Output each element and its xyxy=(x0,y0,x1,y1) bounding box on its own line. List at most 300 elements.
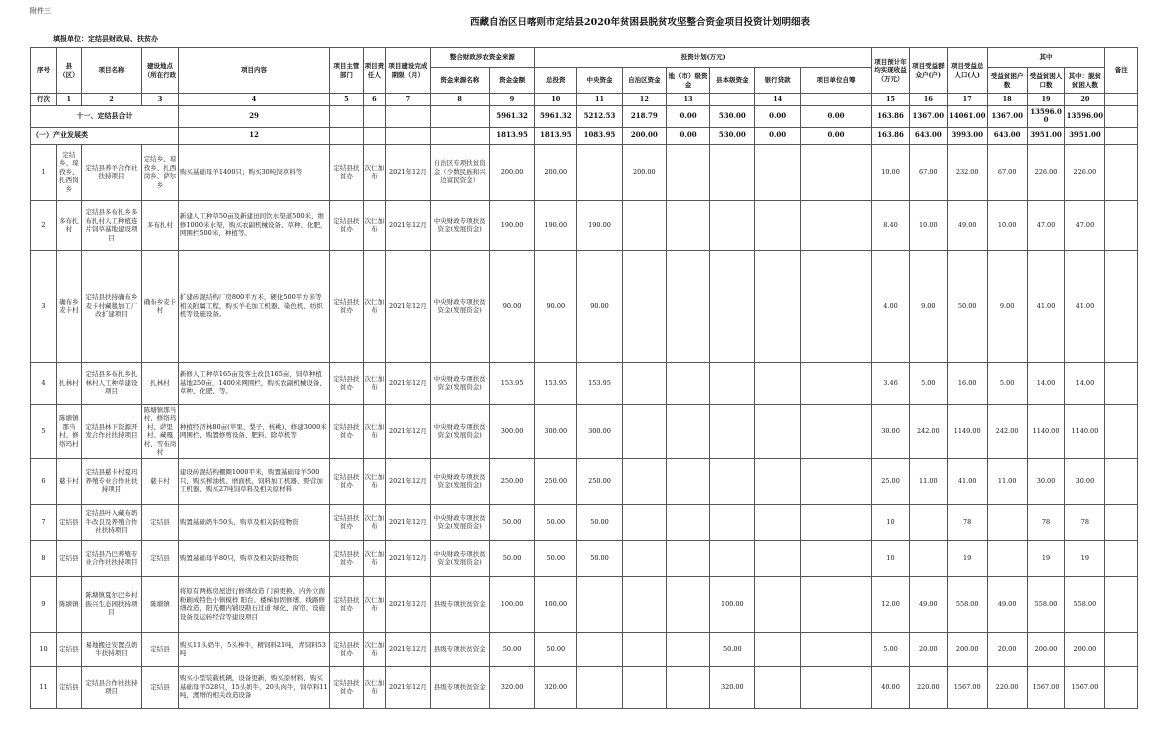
project-among-poor: 30.00 xyxy=(1065,458,1105,504)
header-beneficiary-population: 项目受益总人口(人) xyxy=(947,48,987,94)
project-households xyxy=(909,504,947,540)
project-prefecture xyxy=(666,504,709,540)
project-deadline: 2021年12月 xyxy=(386,576,430,632)
project-county: 定结县 xyxy=(56,504,81,540)
project-remarks xyxy=(1105,458,1138,504)
header-location: 建设地点（所在行政 xyxy=(142,48,179,94)
project-dept: 定结县扶贫办 xyxy=(330,250,363,362)
project-central: 50.00 xyxy=(577,504,622,540)
header-poor-households: 受益贫困户数 xyxy=(987,68,1027,94)
summary-row xyxy=(31,105,1138,127)
project-prefecture xyxy=(666,666,709,708)
project-central: 300.00 xyxy=(577,404,622,458)
project-seq: 1 xyxy=(31,144,57,200)
project-dept: 定结县扶贫办 xyxy=(330,200,363,250)
project-autonomous xyxy=(622,250,666,362)
empty-cell xyxy=(386,105,430,127)
project-county-level: 50.00 xyxy=(710,632,755,666)
project-funding-source: 中央财政专项扶贫资金(发展资金) xyxy=(430,504,489,540)
project-location: 定结县 xyxy=(142,632,179,666)
project-content: 购买11头奶牛，5头棒牛，精饲料21吨，青饲料53吨 xyxy=(178,632,329,666)
col-number: 8 xyxy=(430,94,489,106)
category-total: 1813.95 xyxy=(535,127,577,144)
header-central: 中央资金 xyxy=(577,68,622,94)
project-county: 定结县 xyxy=(56,632,81,666)
project-deadline: 2021年12月 xyxy=(386,200,430,250)
project-autonomous xyxy=(622,362,666,404)
project-among-poor: 47.00 xyxy=(1065,200,1105,250)
header-beneficiary-households: 项目受益群众户(户) xyxy=(909,48,947,94)
project-deadline: 2021年12月 xyxy=(386,540,430,576)
project-funding-amount: 300.00 xyxy=(489,404,534,458)
project-poor-population: 19 xyxy=(1027,540,1065,576)
project-content: 新修人工种草165亩及客土改良165亩，饲草种植基地250亩，1400米网围栏，购买农副机械设备、草种、化肥、等。 xyxy=(178,362,329,404)
project-funding-amount: 50.00 xyxy=(489,632,534,666)
project-remarks xyxy=(1105,200,1138,250)
project-location: 定结县 xyxy=(142,504,179,540)
project-poor-households: 49.00 xyxy=(987,576,1027,632)
project-poor-households xyxy=(987,540,1027,576)
project-central: 153.95 xyxy=(577,362,622,404)
header-county-level: 县本级资金 xyxy=(710,68,755,94)
project-bank-loan xyxy=(755,404,800,458)
project-among-poor: 1140.00 xyxy=(1065,404,1105,458)
project-bank-loan xyxy=(755,666,800,708)
filler-unit: 填报单位：定结县财政局、扶贫办 xyxy=(53,34,158,43)
project-funding-source: 自治区专项扶贫资金（少数民族和兴边富民资金） xyxy=(430,144,489,200)
project-owner: 次仁加布 xyxy=(363,144,386,200)
col-number: 15 xyxy=(872,94,910,106)
project-remarks xyxy=(1105,666,1138,708)
project-households: 9.00 xyxy=(909,250,947,362)
summary-label: 十一、定结县合计 xyxy=(31,105,179,127)
project-bank-loan xyxy=(755,458,800,504)
category-count: 12 xyxy=(178,127,329,144)
project-county: 定结县 xyxy=(56,540,81,576)
project-poor-households: 242.00 xyxy=(987,404,1027,458)
project-location: 慈卡村 xyxy=(142,458,179,504)
project-remarks xyxy=(1105,632,1138,666)
col-number: 14 xyxy=(755,94,800,106)
header-annual-income: 项目预计年均实现收益（万元） xyxy=(872,48,910,94)
summary-count: 29 xyxy=(178,105,329,127)
project-name: 定结县合作社扶持项目 xyxy=(81,666,141,708)
project-unit-self xyxy=(800,404,871,458)
project-poor-population: 200.00 xyxy=(1027,632,1065,666)
project-total: 153.95 xyxy=(535,362,577,404)
empty-cell xyxy=(1105,127,1138,144)
summary-autonomous: 218.79 xyxy=(622,105,666,127)
attachment-label: 附件三 xyxy=(30,7,51,15)
project-dept: 定结县扶贫办 xyxy=(330,144,363,200)
project-unit-self xyxy=(800,504,871,540)
project-dept: 定结县扶贫办 xyxy=(330,504,363,540)
summary-central: 5212.53 xyxy=(577,105,622,127)
project-county-level xyxy=(710,504,755,540)
col-number: 17 xyxy=(947,94,987,106)
project-unit-self xyxy=(800,362,871,404)
category-label: （一）产业发展类 xyxy=(31,127,179,144)
project-dept: 定结县扶贫办 xyxy=(330,458,363,504)
project-deadline: 2021年12月 xyxy=(386,666,430,708)
project-income: 8.40 xyxy=(872,200,910,250)
project-poor-population: 14.00 xyxy=(1027,362,1065,404)
project-prefecture xyxy=(666,632,709,666)
header-poor-population: 受益贫困人口数 xyxy=(1027,68,1065,94)
header-funding-amount: 资金金额 xyxy=(489,68,534,94)
project-poor-population: 1567.00 xyxy=(1027,666,1065,708)
project-among-poor: 41.00 xyxy=(1065,250,1105,362)
header-remarks: 备注 xyxy=(1105,48,1138,94)
project-location: 定结乡、琼孜乡、扎西岗乡、萨尔乡 xyxy=(142,144,179,200)
col-number: 5 xyxy=(330,94,363,106)
col-number: 19 xyxy=(1027,94,1065,106)
project-name: 定结县林下资源开发合作社扶持项目 xyxy=(81,404,141,458)
empty-cell xyxy=(330,127,363,144)
project-owner: 次仁加布 xyxy=(363,540,386,576)
header-among-group: 其中 xyxy=(987,48,1105,68)
project-unit-self xyxy=(800,200,871,250)
project-content: 建设砖混结构棚圈1000平米，购置基础母羊500只、购买榨油机、磨面机、饲料加工机器、野营加工机器、购买27吨饲草料及相关原材料 xyxy=(178,458,329,504)
project-seq: 2 xyxy=(31,200,57,250)
project-location: 陈塘镇那当村、修络玛村、萨里村、藏嘎村、雪布岗村 xyxy=(142,404,179,458)
project-funding-source: 县级专项扶贫资金 xyxy=(430,632,489,666)
summary-bank-loan: 0.00 xyxy=(755,105,800,127)
project-seq: 8 xyxy=(31,540,57,576)
empty-cell xyxy=(363,105,386,127)
project-autonomous xyxy=(622,504,666,540)
project-households: 11.00 xyxy=(909,458,947,504)
column-number-row xyxy=(31,94,1138,106)
project-location: 定结县 xyxy=(142,666,179,708)
project-unit-self xyxy=(800,540,871,576)
project-poor-households: 5.00 xyxy=(987,362,1027,404)
category-among-poor: 3951.00 xyxy=(1065,127,1105,144)
project-county: 扎林村 xyxy=(56,362,81,404)
project-owner: 次仁加布 xyxy=(363,504,386,540)
project-central: 250.00 xyxy=(577,458,622,504)
project-content: 购买基础母羊1400只；购买30吨饲草料等 xyxy=(178,144,329,200)
project-autonomous xyxy=(622,666,666,708)
project-seq: 5 xyxy=(31,404,57,458)
project-remarks xyxy=(1105,144,1138,200)
summary-poor-households: 1367.00 xyxy=(987,105,1027,127)
col-number: 7 xyxy=(386,94,430,106)
summary-population: 14061.00 xyxy=(947,105,987,127)
project-name: 定结县叶入藏布奶牛改良及养殖合作社扶持项目 xyxy=(81,504,141,540)
project-prefecture xyxy=(666,576,709,632)
project-funding-amount: 190.00 xyxy=(489,200,534,250)
project-poor-population: 78 xyxy=(1027,504,1065,540)
project-row xyxy=(31,404,1138,458)
project-dept: 定结县扶贫办 xyxy=(330,404,363,458)
summary-income: 163.86 xyxy=(872,105,910,127)
project-unit-self xyxy=(800,458,871,504)
project-owner: 次仁加布 xyxy=(363,404,386,458)
project-funding-source: 中央财政专项扶贫资金(发展资金) xyxy=(430,200,489,250)
project-row xyxy=(31,504,1138,540)
project-unit-self xyxy=(800,576,871,632)
summary-households: 1367.00 xyxy=(909,105,947,127)
project-income: 40.00 xyxy=(872,666,910,708)
project-content: 购买小型装载机辆，设备更新，购买原材料，购买基础母羊528只，15头奶牛，20头肉牛，饲草料11吨，渡增的相关改造设备 xyxy=(178,666,329,708)
project-autonomous: 200.00 xyxy=(622,144,666,200)
project-total: 50.00 xyxy=(535,632,577,666)
page-title: 西藏自治区日喀则市定结县2020年贫困县脱贫攻坚整合资金项目投资计划明细表 xyxy=(470,17,810,28)
project-county-level xyxy=(710,404,755,458)
project-poor-population: 1140.00 xyxy=(1027,404,1065,458)
empty-cell xyxy=(430,105,489,127)
col-number: 6 xyxy=(363,94,386,106)
project-unit-self xyxy=(800,632,871,666)
project-row xyxy=(31,632,1138,666)
header-bank-loan: 银行贷款 xyxy=(755,68,800,94)
project-seq: 9 xyxy=(31,576,57,632)
project-location: 陈塘镇 xyxy=(142,576,179,632)
col-number xyxy=(710,94,755,106)
project-county-level xyxy=(710,144,755,200)
header-county: 县（区） xyxy=(56,48,81,94)
col-number: 9 xyxy=(489,94,534,106)
header-autonomous: 自治区资金 xyxy=(622,68,666,94)
project-households: 220.00 xyxy=(909,666,947,708)
project-county: 陈塘镇那当村、修络玛村 xyxy=(56,404,81,458)
project-total: 100.00 xyxy=(535,576,577,632)
project-location: 定结县 xyxy=(142,540,179,576)
project-total: 50.00 xyxy=(535,504,577,540)
project-poor-households: 220.00 xyxy=(987,666,1027,708)
empty-cell xyxy=(430,127,489,144)
project-among-poor: 14.00 xyxy=(1065,362,1105,404)
project-owner: 次仁加布 xyxy=(363,362,386,404)
project-funding-amount: 90.00 xyxy=(489,250,534,362)
project-income: 25.00 xyxy=(872,458,910,504)
project-income: 10.00 xyxy=(872,144,910,200)
project-funding-amount: 320.00 xyxy=(489,666,534,708)
col-number: 3 xyxy=(142,94,179,106)
project-content: 将原有两栋房屋进行修缮改造 门窗更换、内外立面粉刷成特色小镇模样 阳台、楼梯加固修缮，线路修缮改造，阳光棚内铺设勘石过道 绿化、窗帘、设施设备及运转经营等建设项目 xyxy=(178,576,329,632)
row-label: 行次 xyxy=(31,94,57,106)
project-autonomous xyxy=(622,632,666,666)
project-bank-loan xyxy=(755,576,800,632)
project-funding-source: 中央财政专项扶贫资金(发展资金) xyxy=(430,404,489,458)
project-row xyxy=(31,666,1138,708)
project-income: 5.00 xyxy=(872,632,910,666)
project-remarks xyxy=(1105,362,1138,404)
project-dept: 定结县扶贫办 xyxy=(330,632,363,666)
project-total: 190.00 xyxy=(535,200,577,250)
project-poor-households xyxy=(987,504,1027,540)
project-bank-loan xyxy=(755,362,800,404)
project-location: 确布乡麦卡村 xyxy=(142,250,179,362)
project-deadline: 2021年12月 xyxy=(386,250,430,362)
category-bank-loan: 0.00 xyxy=(755,127,800,144)
project-bank-loan xyxy=(755,632,800,666)
project-content: 扩建砖混结构厂房800平方米，硬化500平方米等相关附属工程，购买羊毛加工机器、染色机、纺织机等设施设备。 xyxy=(178,250,329,362)
project-among-poor: 1567.00 xyxy=(1065,666,1105,708)
project-total: 90.00 xyxy=(535,250,577,362)
project-funding-source: 县级专项扶贫资金 xyxy=(430,666,489,708)
project-total: 250.00 xyxy=(535,458,577,504)
project-remarks xyxy=(1105,504,1138,540)
summary-unit-self: 0.00 xyxy=(800,105,871,127)
project-seq: 10 xyxy=(31,632,57,666)
project-households: 10.00 xyxy=(909,200,947,250)
project-households: 67.00 xyxy=(909,144,947,200)
project-population: 78 xyxy=(947,504,987,540)
category-households: 643.00 xyxy=(909,127,947,144)
project-county: 定结县 xyxy=(56,666,81,708)
category-autonomous: 200.00 xyxy=(622,127,666,144)
summary-poor-population: 13596.00 xyxy=(1027,105,1065,127)
project-plan-table xyxy=(30,47,1138,709)
project-seq: 4 xyxy=(31,362,57,404)
category-central: 1083.95 xyxy=(577,127,622,144)
col-number: 4 xyxy=(178,94,329,106)
category-funding-amount: 1813.95 xyxy=(489,127,534,144)
project-seq: 3 xyxy=(31,250,57,362)
project-central xyxy=(577,144,622,200)
project-poor-population: 30.00 xyxy=(1027,458,1065,504)
project-bank-loan xyxy=(755,504,800,540)
project-deadline: 2021年12月 xyxy=(386,362,430,404)
header-among-poor: 其中：脱贫贫困人数 xyxy=(1065,68,1105,94)
project-content: 购置基础母羊80只，购草及相关防疫物资 xyxy=(178,540,329,576)
project-population: 49.00 xyxy=(947,200,987,250)
project-unit-self xyxy=(800,144,871,200)
col-number: 11 xyxy=(577,94,622,106)
project-bank-loan xyxy=(755,200,800,250)
project-seq: 11 xyxy=(31,666,57,708)
project-poor-population: 41.00 xyxy=(1027,250,1065,362)
project-population: 1149.00 xyxy=(947,404,987,458)
project-prefecture xyxy=(666,404,709,458)
project-county: 慈卡村 xyxy=(56,458,81,504)
header-row-1 xyxy=(31,48,1138,68)
project-county-level xyxy=(710,540,755,576)
project-among-poor: 200.00 xyxy=(1065,632,1105,666)
project-name: 定结县多布扎乡多布扎村人工种植连片饲草基地建设项目 xyxy=(81,200,141,250)
project-dept: 定结县扶贫办 xyxy=(330,362,363,404)
project-prefecture xyxy=(666,144,709,200)
project-prefecture xyxy=(666,458,709,504)
project-poor-households: 10.00 xyxy=(987,200,1027,250)
project-autonomous xyxy=(622,404,666,458)
project-population: 16.00 xyxy=(947,362,987,404)
project-funding-amount: 100.00 xyxy=(489,576,534,632)
summary-total: 5961.32 xyxy=(535,105,577,127)
header-seq: 序号 xyxy=(31,48,57,94)
project-poor-households: 20.00 xyxy=(987,632,1027,666)
project-prefecture xyxy=(666,362,709,404)
project-funding-source: 县级专项扶贫资金 xyxy=(430,576,489,632)
project-central: 90.00 xyxy=(577,250,622,362)
project-name: 陈塘镇夏尔巴乡村振兴生态园扶持项目 xyxy=(81,576,141,632)
project-poor-population: 558.00 xyxy=(1027,576,1065,632)
header-unit-self: 项目单位自筹 xyxy=(800,68,871,94)
category-row xyxy=(31,127,1138,144)
col-number: 16 xyxy=(909,94,947,106)
project-name: 定结县多布扎乡扎林村人工种草建设项目 xyxy=(81,362,141,404)
project-income: 12.00 xyxy=(872,576,910,632)
project-row xyxy=(31,458,1138,504)
project-row xyxy=(31,144,1138,200)
project-funding-amount: 200.00 xyxy=(489,144,534,200)
category-poor-population: 3951.00 xyxy=(1027,127,1065,144)
project-county: 定结乡、琼孜乡、扎西岗乡 xyxy=(56,144,81,200)
project-population: 1567.00 xyxy=(947,666,987,708)
project-content: 新建人工种草50亩及新建田间饮水渠道500米，维修1000米水渠，购买农副机械设备、草种、化肥，网围栏500米，种植等。 xyxy=(178,200,329,250)
project-remarks xyxy=(1105,540,1138,576)
project-seq: 6 xyxy=(31,458,57,504)
category-unit-self: 0.00 xyxy=(800,127,871,144)
header-content: 项目内容 xyxy=(178,48,329,94)
project-income: 10 xyxy=(872,540,910,576)
project-owner: 次仁加布 xyxy=(363,458,386,504)
col-number: 2 xyxy=(81,94,141,106)
project-among-poor: 226.00 xyxy=(1065,144,1105,200)
project-funding-amount: 50.00 xyxy=(489,504,534,540)
project-households: 49.00 xyxy=(909,576,947,632)
project-bank-loan xyxy=(755,540,800,576)
project-central xyxy=(577,576,622,632)
project-funding-source: 中央财政专项扶贫资金(发展资金) xyxy=(430,458,489,504)
project-funding-amount: 153.95 xyxy=(489,362,534,404)
col-number xyxy=(1105,94,1138,106)
project-prefecture xyxy=(666,250,709,362)
project-remarks xyxy=(1105,576,1138,632)
project-households: 5.00 xyxy=(909,362,947,404)
project-income: 30.00 xyxy=(872,404,910,458)
project-county: 陈塘镇 xyxy=(56,576,81,632)
project-row xyxy=(31,576,1138,632)
project-deadline: 2021年12月 xyxy=(386,504,430,540)
project-deadline: 2021年12月 xyxy=(386,458,430,504)
project-county: 确布乡麦卡村 xyxy=(56,250,81,362)
project-name: 易地搬迁安置点奶牛扶持项目 xyxy=(81,632,141,666)
project-name: 定结县扶持确布乡麦卡村藏毯加工厂改扩建项目 xyxy=(81,250,141,362)
category-income: 163.86 xyxy=(872,127,910,144)
col-number: 18 xyxy=(987,94,1027,106)
project-deadline: 2021年12月 xyxy=(386,632,430,666)
project-owner: 次仁加布 xyxy=(363,632,386,666)
col-number: 12 xyxy=(622,94,666,106)
project-dept: 定结县扶贫办 xyxy=(330,540,363,576)
project-central: 50.00 xyxy=(577,540,622,576)
project-unit-self xyxy=(800,666,871,708)
project-location: 扎林村 xyxy=(142,362,179,404)
project-households: 242.00 xyxy=(909,404,947,458)
project-poor-households: 67.00 xyxy=(987,144,1027,200)
header-prefecture: 地（市）级资金 xyxy=(666,68,709,94)
project-owner: 次仁加布 xyxy=(363,576,386,632)
project-prefecture xyxy=(666,200,709,250)
project-population: 232.00 xyxy=(947,144,987,200)
header-funding-source-group: 整合财政涉农资金来源 xyxy=(430,48,535,68)
empty-cell xyxy=(363,127,386,144)
project-funding-amount: 50.00 xyxy=(489,540,534,576)
project-seq: 7 xyxy=(31,504,57,540)
project-name: 定结县养羊合作社扶持项目 xyxy=(81,144,141,200)
project-central xyxy=(577,666,622,708)
header-funding-source-name: 资金来源名称 xyxy=(430,68,489,94)
header-deadline: 项目建设完成期限（月） xyxy=(386,48,430,94)
header-investment-group: 投资计划(万元) xyxy=(535,48,872,68)
header-project-name: 项目名称 xyxy=(81,48,141,94)
category-population: 3993.00 xyxy=(947,127,987,144)
project-central: 190.00 xyxy=(577,200,622,250)
project-autonomous xyxy=(622,200,666,250)
